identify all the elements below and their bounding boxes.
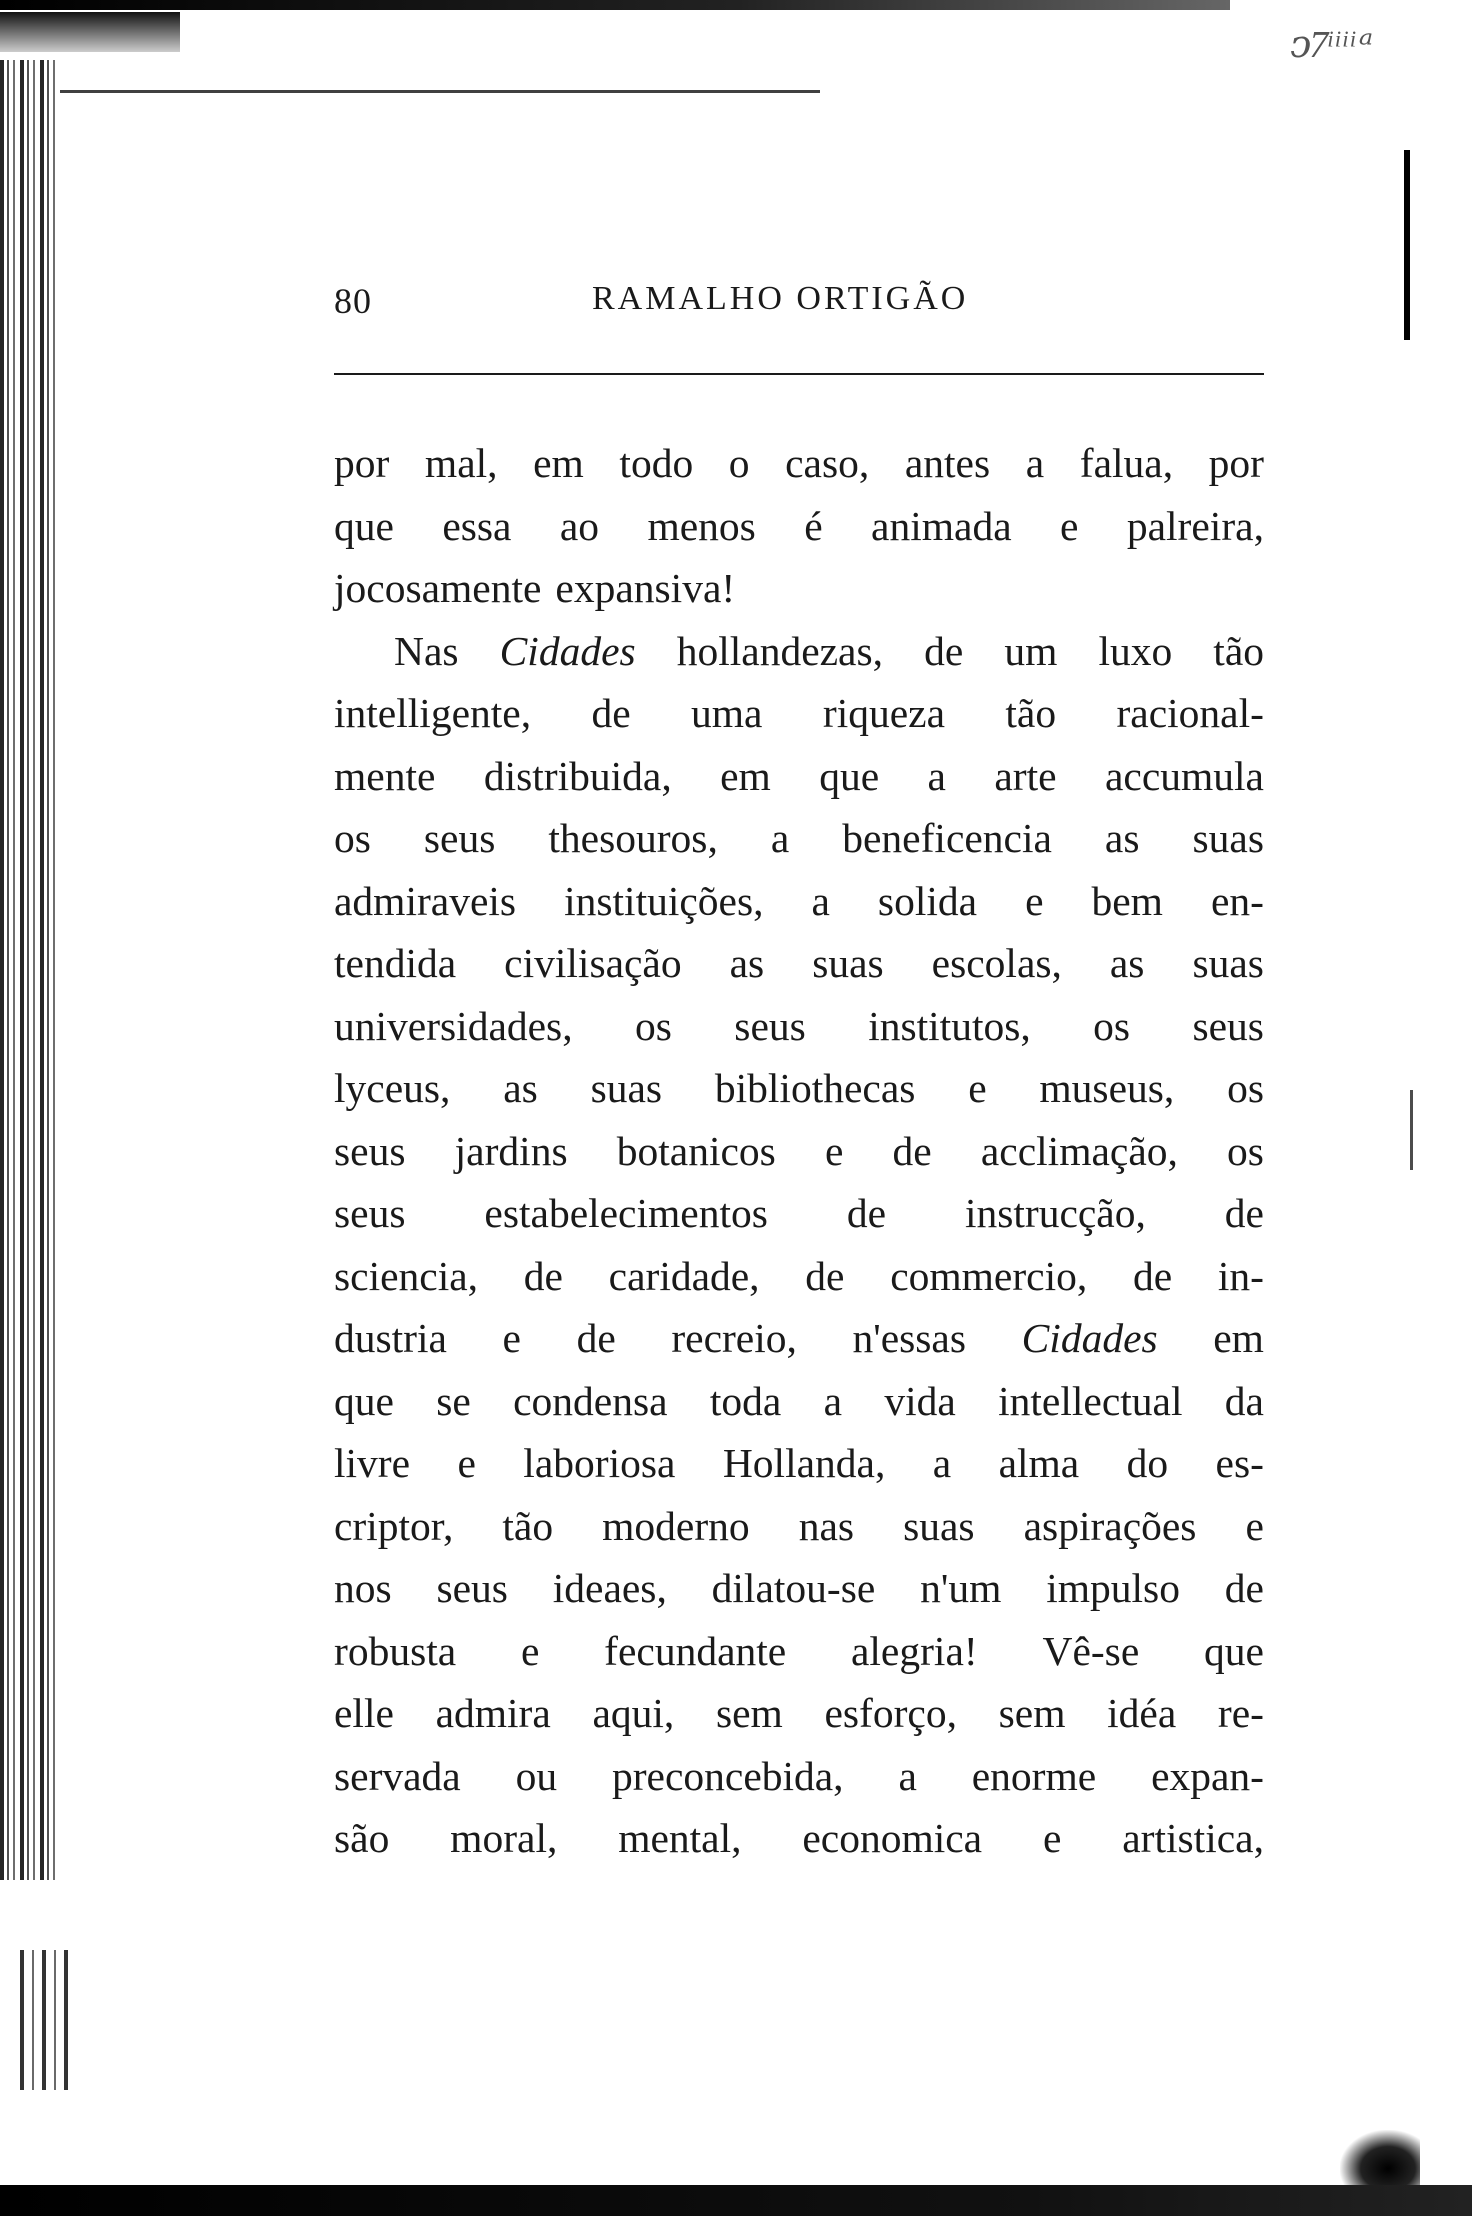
word: tão <box>1213 627 1264 674</box>
word: escolas, <box>931 940 1062 986</box>
text-line <box>334 495 1264 558</box>
word: um <box>1004 627 1058 674</box>
word: impulso <box>1046 1565 1180 1611</box>
word: mente <box>334 752 436 799</box>
word: são <box>334 1815 390 1861</box>
word: os <box>1227 1065 1264 1111</box>
word: racional- <box>1116 690 1264 736</box>
running-head <box>334 280 1264 330</box>
word: n'essas <box>852 1315 967 1361</box>
word: de <box>892 1127 932 1174</box>
word: accumula <box>1104 752 1264 799</box>
word: suas <box>590 1065 663 1111</box>
word: ou <box>515 1752 558 1799</box>
word: suas <box>812 940 884 986</box>
scan-edge-top <box>0 0 1230 10</box>
word: a <box>1025 440 1045 486</box>
page-number: 80 <box>334 281 372 321</box>
word: recreio, <box>671 1315 797 1361</box>
word: de <box>924 627 964 674</box>
word: e <box>968 1065 987 1111</box>
word: n'um <box>920 1565 1002 1611</box>
word: a <box>823 1377 843 1424</box>
text-line <box>334 1557 1264 1620</box>
word: botanicos <box>616 1127 776 1174</box>
word: bem <box>1091 877 1163 924</box>
word: as <box>729 940 765 986</box>
word: que <box>819 752 880 799</box>
word: de <box>1224 1565 1264 1611</box>
word: seus <box>1192 1002 1264 1049</box>
word: a <box>770 815 790 861</box>
word: commercio, <box>890 1252 1088 1299</box>
book-spine-shadow-lower <box>20 1950 70 2090</box>
word: os <box>1093 1002 1131 1049</box>
word: ideaes, <box>552 1565 667 1611</box>
word: suas <box>1192 815 1264 861</box>
word: aspirações <box>1023 1502 1197 1549</box>
word: nos <box>334 1565 392 1611</box>
word: expan- <box>1151 1752 1264 1799</box>
word: luxo <box>1098 627 1173 674</box>
word: beneficencia <box>842 815 1052 861</box>
word: admiraveis <box>334 877 517 924</box>
word: caso, <box>785 440 870 486</box>
word: re- <box>1217 1690 1264 1736</box>
word: essa <box>442 502 512 549</box>
word: artistica, <box>1122 1815 1264 1861</box>
word: palreira, <box>1126 502 1264 549</box>
text-line-indent <box>334 620 1264 683</box>
word: e <box>457 1440 476 1486</box>
word: o <box>728 440 750 486</box>
italic-title: Cidades <box>499 627 636 674</box>
word: a <box>927 752 946 799</box>
word: e <box>1060 502 1079 549</box>
scan-rule-top <box>60 90 820 93</box>
text-line <box>334 1307 1264 1370</box>
word: robusta <box>334 1627 457 1674</box>
word: jardins <box>454 1127 568 1174</box>
word: de <box>523 1252 563 1299</box>
scan-mark-right <box>1404 150 1410 340</box>
word: os <box>334 815 371 861</box>
word: a <box>898 1752 917 1799</box>
word: sciencia, <box>334 1252 479 1299</box>
word: acclimação, <box>980 1127 1178 1174</box>
word: moderno <box>602 1502 750 1549</box>
text-line <box>334 1745 1264 1808</box>
word: tão <box>1005 690 1057 736</box>
text-line <box>334 870 1264 933</box>
word: servada <box>334 1752 461 1799</box>
text-line <box>334 1432 1264 1495</box>
scan-edge-bottom <box>0 2185 1472 2216</box>
word: vida <box>884 1377 956 1424</box>
word: as <box>1104 815 1140 861</box>
word: estabelecimentos <box>484 1190 768 1236</box>
word: seus <box>423 815 496 861</box>
word: en- <box>1210 877 1264 924</box>
word: es- <box>1215 1440 1264 1486</box>
word: civilisação <box>504 940 682 986</box>
word: hollandezas, <box>676 627 883 674</box>
word: alma <box>998 1440 1080 1486</box>
word: as <box>1109 940 1145 986</box>
word: de <box>1224 1190 1264 1236</box>
word: falua, <box>1079 440 1174 486</box>
word: elle <box>334 1690 394 1736</box>
word: in- <box>1217 1252 1264 1299</box>
word: em <box>1213 1315 1264 1361</box>
word: de <box>591 690 631 736</box>
word: mal, <box>424 440 498 486</box>
word: alegria! <box>850 1627 978 1674</box>
word: arte <box>994 752 1057 799</box>
word: idéa <box>1107 1690 1177 1736</box>
word: tendida <box>334 940 457 986</box>
word: ao <box>559 502 600 549</box>
word: por <box>1208 440 1264 486</box>
word: mental, <box>618 1815 742 1861</box>
word: Hollanda, <box>722 1440 886 1486</box>
word: a <box>811 877 830 924</box>
word: do <box>1126 1440 1169 1486</box>
word: Vê-se <box>1042 1627 1140 1674</box>
word: antes <box>904 440 991 486</box>
word: a <box>932 1440 952 1486</box>
italic-title: Cidades <box>1021 1315 1158 1361</box>
word: seus <box>436 1565 508 1611</box>
word: instrucção, <box>964 1190 1146 1236</box>
text-line <box>334 557 1264 620</box>
word: dilatou-se <box>711 1565 876 1611</box>
text-line <box>334 745 1264 808</box>
word: seus <box>734 1002 806 1049</box>
word: e <box>520 1627 540 1674</box>
word: enorme <box>971 1752 1097 1799</box>
word: por <box>334 440 390 486</box>
ink-blot <box>1340 2130 1420 2185</box>
word: solida <box>877 877 978 924</box>
word: os <box>634 1002 672 1049</box>
word: criptor, <box>334 1502 454 1549</box>
word: suas <box>903 1502 975 1549</box>
word: moral, <box>450 1815 558 1861</box>
book-spine-shadow <box>0 60 58 1880</box>
word: de <box>576 1315 616 1361</box>
word: intellectual <box>998 1377 1183 1424</box>
word: sem <box>998 1690 1066 1736</box>
word: todo <box>619 440 694 486</box>
word: distribuida, <box>483 752 672 799</box>
word: e <box>1245 1502 1264 1549</box>
word: Nas <box>394 627 459 674</box>
word: é <box>804 502 823 549</box>
word: condensa <box>513 1377 668 1424</box>
text-line <box>334 807 1264 870</box>
word: que <box>334 1377 394 1424</box>
word: de <box>805 1252 845 1299</box>
word: instituições, <box>564 877 764 924</box>
word: thesouros, <box>548 815 718 861</box>
word: e <box>1042 1815 1062 1861</box>
text-line <box>334 1182 1264 1245</box>
word: nas <box>798 1502 855 1549</box>
scan-mark-right-small <box>1410 1090 1413 1170</box>
word: se <box>436 1377 471 1424</box>
word: toda <box>709 1377 782 1424</box>
word: da <box>1224 1377 1264 1424</box>
word: seus <box>334 1127 406 1174</box>
word: bibliothecas <box>714 1065 916 1111</box>
word: esforço, <box>824 1690 957 1736</box>
scan-corner-shadow <box>0 12 180 52</box>
word: riqueza <box>822 690 945 736</box>
text-line <box>334 682 1264 745</box>
word: animada <box>871 502 1012 549</box>
word: aqui, <box>592 1690 675 1736</box>
text-line <box>334 1370 1264 1433</box>
word: e <box>1025 877 1044 924</box>
word: expansiva! <box>555 565 736 611</box>
text-line <box>334 1245 1264 1308</box>
word: preconcebida, <box>611 1752 844 1799</box>
word: lyceus, <box>334 1065 451 1111</box>
word: intelligente, <box>334 690 532 736</box>
word: laboriosa <box>523 1440 676 1486</box>
word: dustria <box>334 1315 447 1361</box>
body-text <box>334 432 1264 1870</box>
text-line <box>334 1495 1264 1558</box>
word: suas <box>1192 940 1264 986</box>
word: as <box>503 1065 538 1111</box>
text-line <box>334 995 1264 1058</box>
word: admira <box>435 1690 551 1736</box>
word: museus, <box>1039 1065 1175 1111</box>
word: de <box>1132 1252 1173 1299</box>
text-line <box>334 1120 1264 1183</box>
word: que <box>334 502 394 549</box>
text-line <box>334 1620 1264 1683</box>
word: fecundante <box>604 1627 787 1674</box>
word: livre <box>334 1440 411 1486</box>
text-line <box>334 1682 1264 1745</box>
word: tão <box>502 1502 554 1549</box>
word: uma <box>691 690 763 736</box>
word: seus <box>334 1190 406 1236</box>
text-line <box>334 932 1264 995</box>
corner-scribble: ↄ7ͥ ͥ ͥ ͥ ᵃ <box>1290 22 1372 66</box>
word: e <box>502 1315 521 1361</box>
word: caridade, <box>608 1252 760 1299</box>
word: universidades, <box>334 1002 573 1049</box>
word: economica <box>802 1815 983 1861</box>
word: de <box>846 1190 886 1236</box>
word: em <box>720 752 771 799</box>
text-line <box>334 1057 1264 1120</box>
word: institutos, <box>868 1002 1031 1049</box>
running-title: RAMALHO ORTIGÃO <box>592 280 969 317</box>
header-rule <box>334 373 1264 375</box>
word: sem <box>715 1690 783 1736</box>
text-line <box>334 432 1264 495</box>
word: jocosamente <box>334 565 542 611</box>
text-line <box>334 1807 1264 1870</box>
word: menos <box>647 502 756 549</box>
word: em <box>533 440 584 486</box>
word: e <box>824 1127 844 1174</box>
word: que <box>1204 1627 1264 1674</box>
word: os <box>1227 1127 1264 1174</box>
